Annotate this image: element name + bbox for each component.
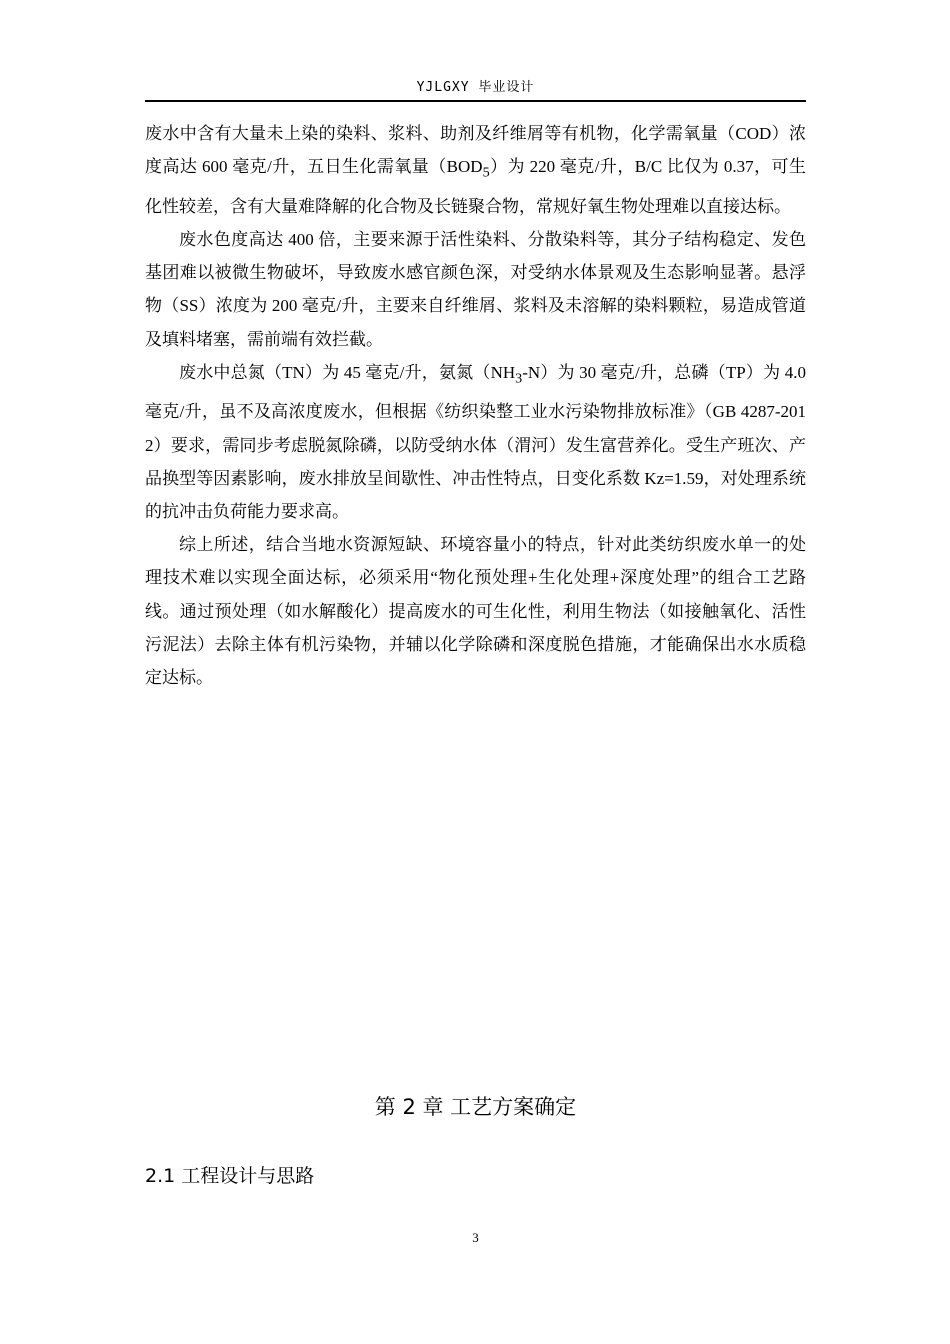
- paragraph-1: 废水中含有大量未上染的染料、浆料、助剂及纤维屑等有机物，化学需氧量（COD）浓度高达 600 毫克/升，五日生化需氧量$(BOD_5)$为 220 毫克/升，B/C 比仅为 0.37，可生化性较差，含有大量难降解的化合物及长链聚合物，常规好氧生物处理难以直接达标。: [145, 124, 806, 216]
- page-header: YJLGXY 毕业设计: [416, 80, 535, 95]
- section-title: 2.1 工程设计与思路: [145, 1165, 315, 1187]
- chapter-title: 第 2 章 工艺方案确定: [374, 1095, 577, 1119]
- paragraph-4: 综上所述，结合当地水资源短缺、环境容量小的特点，针对此类纺织废水单一的处理技术难以实现全面达标，必须采用“物化预处理+生化处理+深度处理”的组合工艺路线。通过预处理（如水解酸化）提高废水的可生化性，利用生物法（如接触氧化、活性污泥法）去除主体有机污染物，并辅以化学除磷和深度脱色措施，才能确保出水水质稳定达标。: [145, 535, 806, 688]
- page-number: 3: [472, 1230, 479, 1245]
- header-divider: [145, 100, 806, 102]
- body-text: [145, 117, 806, 694]
- paragraph-2: 废水色度高达 400 倍，主要来源于活性染料、分散染料等，其分子结构稳定、发色基团难以被微生物破坏，导致废水感官颜色深，对受纳水体景观及生态影响显著。悬浮物（SS）浓度为 200 毫克/升，主要来自纤维屑、浆料及未溶解的染料颗粒，易造成管道及填料堵塞，需前端有效拦截。: [145, 230, 806, 349]
- paragraph-3: 废水中总氮（TN）为 45 毫克/升，氨氮$(NH_3-N)$为 30 毫克/升，总磷（TP）为 4.0 毫克/升，虽不及高浓度废水，但根据《纺织染整工业水污染物排放标准》（GB 4287-2012）要求，需同步考虑脱氮除磷，以防受纳水体（渭河）发生富营养化。受生产班次、产品换型等因素影响，废水排放呈间歇性、冲击性特点，日变化系数 Kz=1.59，对处理系统的抗冲击负荷能力要求高。: [145, 362, 807, 522]
